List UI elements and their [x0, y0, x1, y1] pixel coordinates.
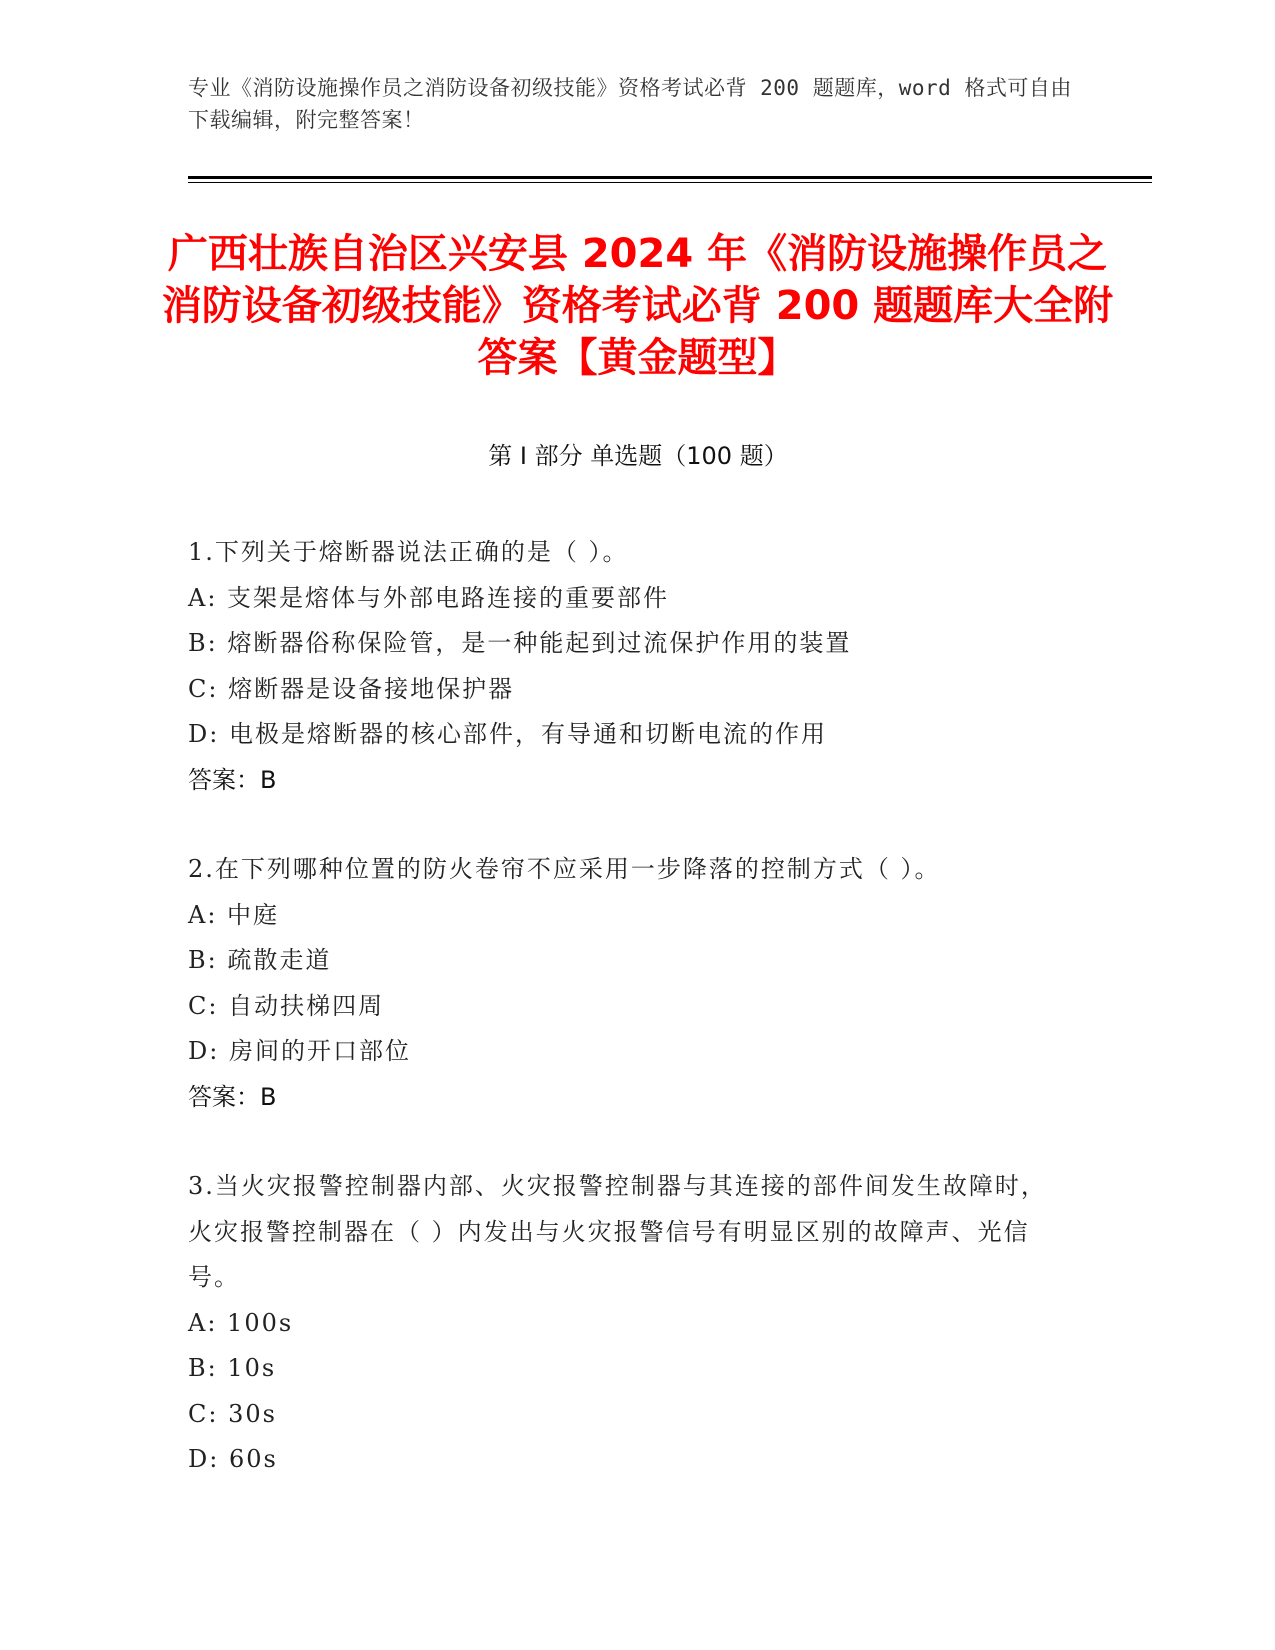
option-a: A: 中庭 — [188, 900, 280, 929]
answer: 答案：B — [188, 1082, 277, 1111]
option-d: D: 60s — [188, 1445, 278, 1473]
option-c: C: 自动扶梯四周 — [188, 991, 385, 1020]
question-stem: 2.在下列哪种位置的防火卷帘不应采用一步降落的控制方式（ ）。 — [188, 855, 941, 883]
answer: 答案：B — [188, 765, 277, 794]
option-b: B: 熔断器俗称保险管，是一种能起到过流保护作用的装置 — [188, 629, 852, 657]
option-a: A: 支架是熔体与外部电路连接的重要部件 — [188, 583, 670, 612]
option-c: C: 30s — [188, 1399, 277, 1428]
header-divider-thick — [188, 176, 1152, 179]
section-title: 第 I 部分 单选题（100 题） — [488, 442, 788, 470]
question-3 — [188, 1164, 1068, 1483]
header-note: 专业《消防设施操作员之消防设备初级技能》资格考试必背 200 题题库，word 格式可自由下载编辑，附完整答案！ — [188, 76, 1072, 132]
option-d: D: 电极是熔断器的核心部件，有导通和切断电流的作用 — [188, 720, 827, 748]
header-divider-thin — [188, 182, 1152, 183]
question-stem: 3.当火灾报警控制器内部、火灾报警控制器与其连接的部件间发生故障时，火灾报警控制器在（ ）内发出与火灾报警信号有明显区别的故障声、光信号。 — [188, 1172, 1047, 1291]
question-2 — [188, 847, 1068, 1120]
option-a: A: 100s — [188, 1308, 294, 1337]
question-list — [188, 530, 1068, 1527]
option-c: C: 熔断器是设备接地保护器 — [188, 674, 515, 703]
question-1 — [188, 530, 1068, 803]
option-b: B: 10s — [188, 1354, 277, 1382]
question-stem: 1.下列关于熔断器说法正确的是（ ）。 — [188, 538, 629, 566]
document-title: 广西壮族自治区兴安县 2024 年《消防设施操作员之消防设备初级技能》资格考试必背 200 题题库大全附答案【黄金题型】 — [161, 231, 1114, 381]
option-b: B: 疏散走道 — [188, 946, 332, 974]
option-d: D: 房间的开口部位 — [188, 1037, 411, 1065]
